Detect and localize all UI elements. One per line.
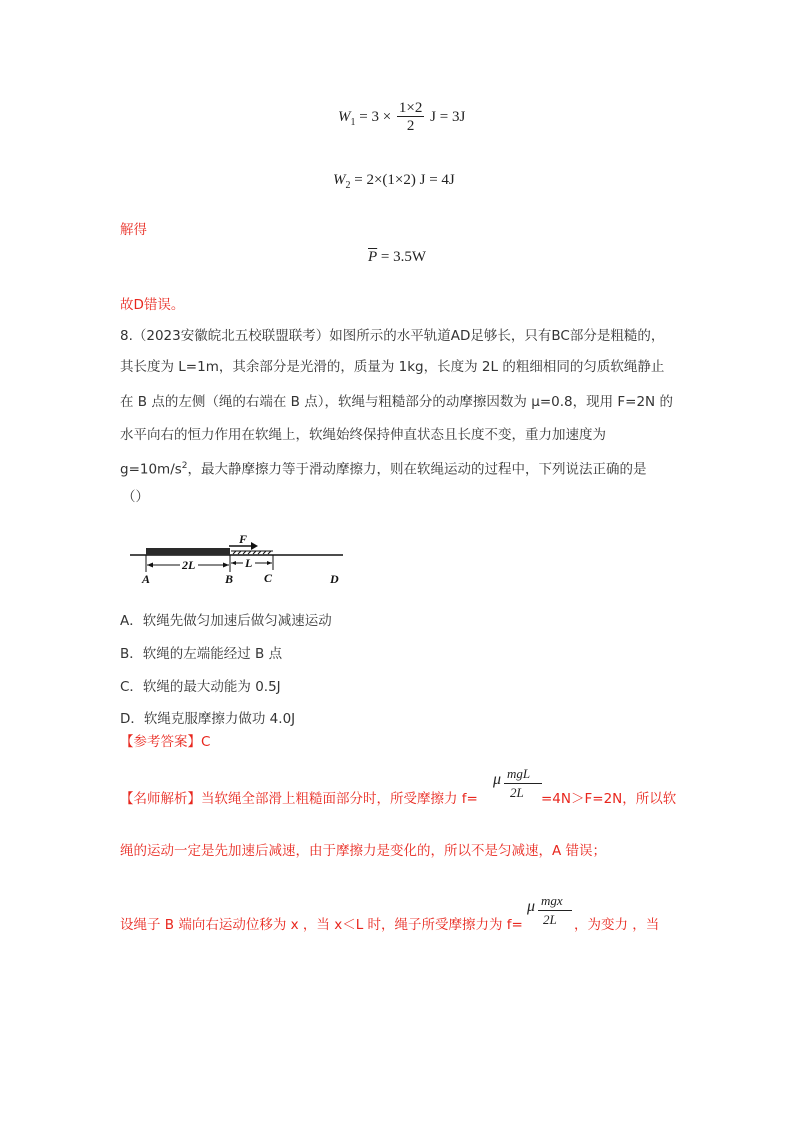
eq2-rhs: = 2×(1×2) J = 4J [350, 172, 455, 188]
answer-paren: （） [122, 489, 149, 505]
fraction-1-numerator: mgL [507, 766, 531, 781]
label-b: B [225, 572, 234, 586]
p-bar-symbol: $\overline{P}$ [368, 249, 378, 265]
eq1-rhs: J = 3J [426, 108, 466, 125]
track-diagram [125, 532, 350, 588]
analysis-text-1-pre: 【名师解析】当软绳全部滑上粗糙面部分时，所受摩擦力 f= [120, 791, 478, 807]
reference-answer: 【参考答案】C [120, 734, 211, 750]
analysis-text-3-pre: 设绳子 B 端向右运动位移为 x ，当 x＜L 时，绳子所受摩擦力为 f= [120, 917, 523, 933]
analysis-text-3-post: ，为变力 ，当 [574, 917, 660, 933]
fraction-2-denominator: 2L [543, 912, 557, 927]
option-d: D．软绳克服摩擦力做功 4.0J [120, 711, 296, 727]
question-line-4: 水平向右的恒力作用在软绳上，软绳始终保持伸直状态且长度不变，重力加速度为 [120, 427, 606, 443]
w-symbol: W [338, 108, 351, 125]
question-line-1: 8.（2023安徽皖北五校联盟联考）如图所示的水平轨道AD足够长，只有BC部分是粗糙的， [120, 328, 665, 344]
friction-fraction-1 [504, 766, 544, 806]
option-c: C．软绳的最大动能为 0.5J [120, 679, 281, 695]
w-subscript: 2 [345, 180, 351, 191]
friction-fraction-2 [538, 893, 578, 933]
label-c: C [264, 571, 273, 585]
fraction-2-numerator: mgx [541, 893, 563, 908]
w-subscript: 1 [350, 116, 356, 128]
label-l: L [245, 556, 253, 570]
rough-section-hatch [231, 551, 273, 554]
label-2l: 2L [182, 558, 196, 572]
fraction-1-denominator: 2L [510, 785, 524, 800]
label-a: A [142, 572, 151, 586]
conclusion-d-wrong: 故D错误。 [120, 297, 185, 313]
w-symbol: W [333, 172, 346, 188]
question-line-5-rest: ，最大静摩擦力等于滑动摩擦力，则在软绳运动的过程中，下列说法正确的是 [187, 461, 647, 478]
eq1-fraction [397, 100, 424, 135]
rope-rect [146, 548, 230, 555]
eq1-mult: = 3 × [355, 108, 395, 125]
eq1-denominator: 2 [406, 118, 415, 134]
equation-power [368, 249, 426, 266]
eq1-numerator: 1×2 [398, 100, 423, 116]
question-line-3: 在 B 点的左侧（绳的右端在 B 点），软绳与粗糙部分的动摩擦因数为 μ=0.8，现用 F=2N 的 [120, 394, 673, 410]
gravity-superscript: 2 [181, 461, 188, 471]
option-a: A．软绳先做匀加速后做匀减速运动 [120, 613, 332, 629]
fraction-1-bar [504, 783, 542, 784]
analysis-text-2: 绳的运动一定是先加速后减速，由于摩擦力是变化的，所以不是匀减速，A 错误； [120, 843, 607, 859]
mu-symbol: μ [527, 898, 536, 915]
analysis-text-1-post: =4N＞F=2N，所以软 [541, 791, 677, 807]
label-d: D [330, 572, 339, 586]
fraction-2-bar [538, 910, 572, 911]
mu-symbol: μ [493, 771, 502, 788]
option-b: B．软绳的左端能经过 B 点 [120, 646, 283, 662]
question-line-2: 其长度为 L=1m，其余部分是光滑的，质量为 1kg，长度为 2L 的粗细相同的匀质软绳静止 [120, 359, 665, 375]
question-line-5 [120, 456, 647, 480]
eq3-rhs: = 3.5W [377, 249, 427, 265]
solve-label: 解得 [120, 222, 147, 238]
equation-w2 [333, 172, 455, 191]
equation-w1 [338, 100, 465, 135]
label-f: F [239, 532, 248, 546]
gravity-text: g=10m/s [120, 461, 182, 478]
